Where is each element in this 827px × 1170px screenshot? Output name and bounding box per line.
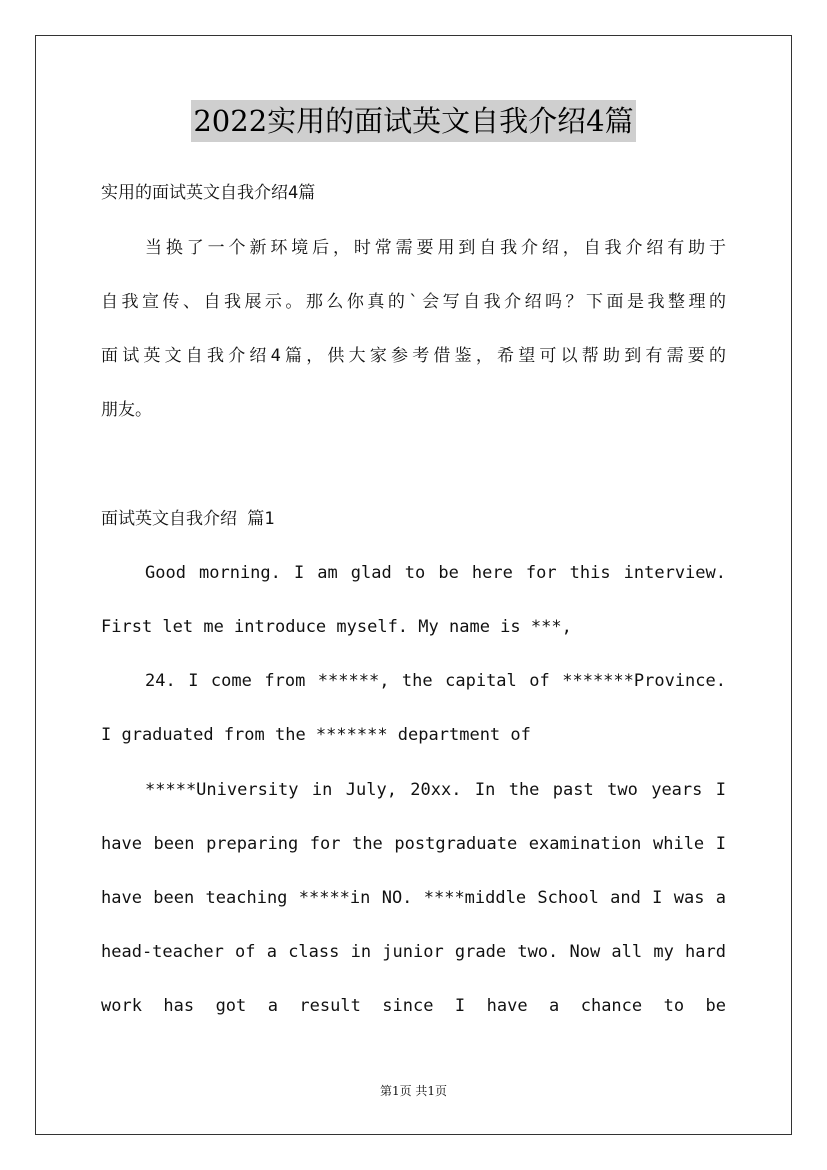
paragraph-line: 面试英文自我介绍4篇，供大家参考借鉴，希望可以帮助到有需要的 (101, 346, 726, 366)
paragraph-line: work has got a result since I have a chance to be (101, 996, 726, 1016)
section-heading: 面试英文自我介绍 篇1 (101, 509, 275, 529)
paragraph-line: *****University in July, 20xx. In the past two years I (145, 780, 726, 800)
title-container (0, 100, 827, 142)
paragraph-line: have been teaching *****in NO. ****middle School and I was a (101, 888, 726, 908)
paragraph-line: 24. I come from ******, the capital of *******Province. (145, 671, 726, 691)
paragraph-line: 朋友。 (101, 400, 152, 420)
paragraph-line: I graduated from the ******* department of (101, 725, 531, 745)
paragraph-line: 自我宣传、自我展示。那么你真的`会写自我介绍吗？下面是我整理的 (101, 292, 726, 312)
paragraph-line: Good morning. I am glad to be here for this interview. (145, 563, 726, 583)
paragraph-line: head-teacher of a class in junior grade two. Now all my hard (101, 942, 726, 962)
subtitle-line: 实用的面试英文自我介绍4篇 (101, 183, 316, 203)
paragraph-line: First let me introduce myself. My name is ***, (101, 617, 572, 637)
paragraph-line: have been preparing for the postgraduate examination while I (101, 834, 726, 854)
paragraph-line: 当换了一个新环境后，时常需要用到自我介绍，自我介绍有助于 (145, 238, 726, 258)
document-title: 2022实用的面试英文自我介绍4篇 (191, 100, 635, 142)
page-footer: 第1页 共1页 (379, 1084, 448, 1098)
